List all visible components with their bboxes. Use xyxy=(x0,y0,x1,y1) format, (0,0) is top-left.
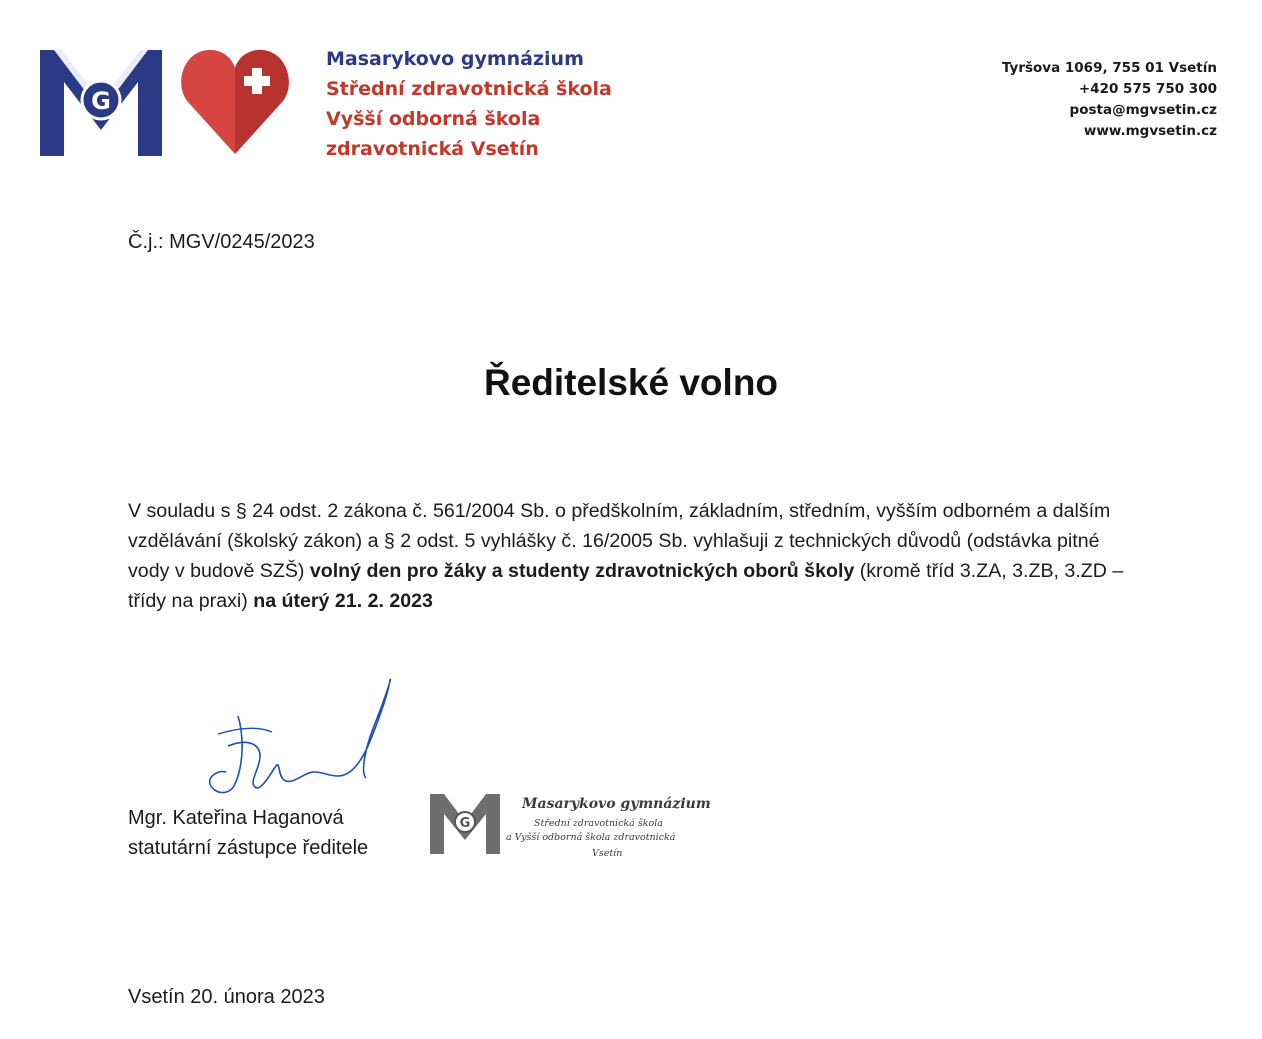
signer-block xyxy=(128,803,368,863)
contact-phone: +420 575 750 300 xyxy=(1078,81,1217,97)
school-name-line: Vyšší odborná škola xyxy=(326,108,541,130)
svg-text:G: G xyxy=(91,87,111,115)
stamp-line: Vsetín xyxy=(592,848,623,859)
paragraph-text: V souladu s § 24 odst. 2 zákona č. 561/2004 Sb. o předškolním, základním, středním, vyšším odborném a dalším vzdělávání (školský zákon) a § 2 odst. 5 vyhlášky č. 16/2005 Sb. vyhlašuji z technických důvodů (odstávka pitné vody v budově SZŠ) xyxy=(128,500,1111,582)
signer-name: Mgr. Kateřina Haganová xyxy=(128,807,344,829)
mg-logo xyxy=(40,50,162,156)
handwritten-signature xyxy=(198,676,398,806)
school-name-block xyxy=(326,44,612,164)
paragraph-bold-text: na úterý 21. 2. 2023 xyxy=(253,590,433,612)
paragraph-bold-text: volný den pro žáky a studenty zdravotnických oborů školy xyxy=(309,560,855,582)
stamp-line: Střední zdravotnická škola xyxy=(534,818,663,829)
contact-website: www.mgvsetin.cz xyxy=(1083,123,1217,139)
school-name-line: Masarykovo gymnázium xyxy=(326,48,584,70)
paragraph-text: (kromě tříd 3.ZA, 3.ZB, 3.ZD – třídy na praxi) xyxy=(128,560,1124,612)
stamp-logo-icon xyxy=(430,794,500,854)
svg-text:G: G xyxy=(459,816,471,831)
reference-number: Č.j.: MGV/0245/2023 xyxy=(128,231,315,253)
contact-address: Tyršova 1069, 755 01 Vsetín xyxy=(1001,60,1217,76)
document-date: Vsetín 20. února 2023 xyxy=(128,986,325,1008)
school-stamp xyxy=(430,788,730,868)
document-title: Ředitelské volno xyxy=(483,362,779,403)
stamp-line: a Vyšší odborná škola zdravotnická xyxy=(506,832,676,843)
contact-email: posta@mgvsetin.cz xyxy=(1069,102,1217,118)
stamp-line: Masarykovo gymnázium xyxy=(522,796,711,812)
signer-role: statutární zástupce ředitele xyxy=(128,837,369,859)
heart-cross-logo xyxy=(180,46,290,156)
contact-block xyxy=(1002,58,1217,142)
school-name-line: Střední zdravotnická škola xyxy=(326,78,612,100)
announcement-paragraph xyxy=(128,496,1128,616)
school-name-line: zdravotnická Vsetín xyxy=(326,138,539,160)
